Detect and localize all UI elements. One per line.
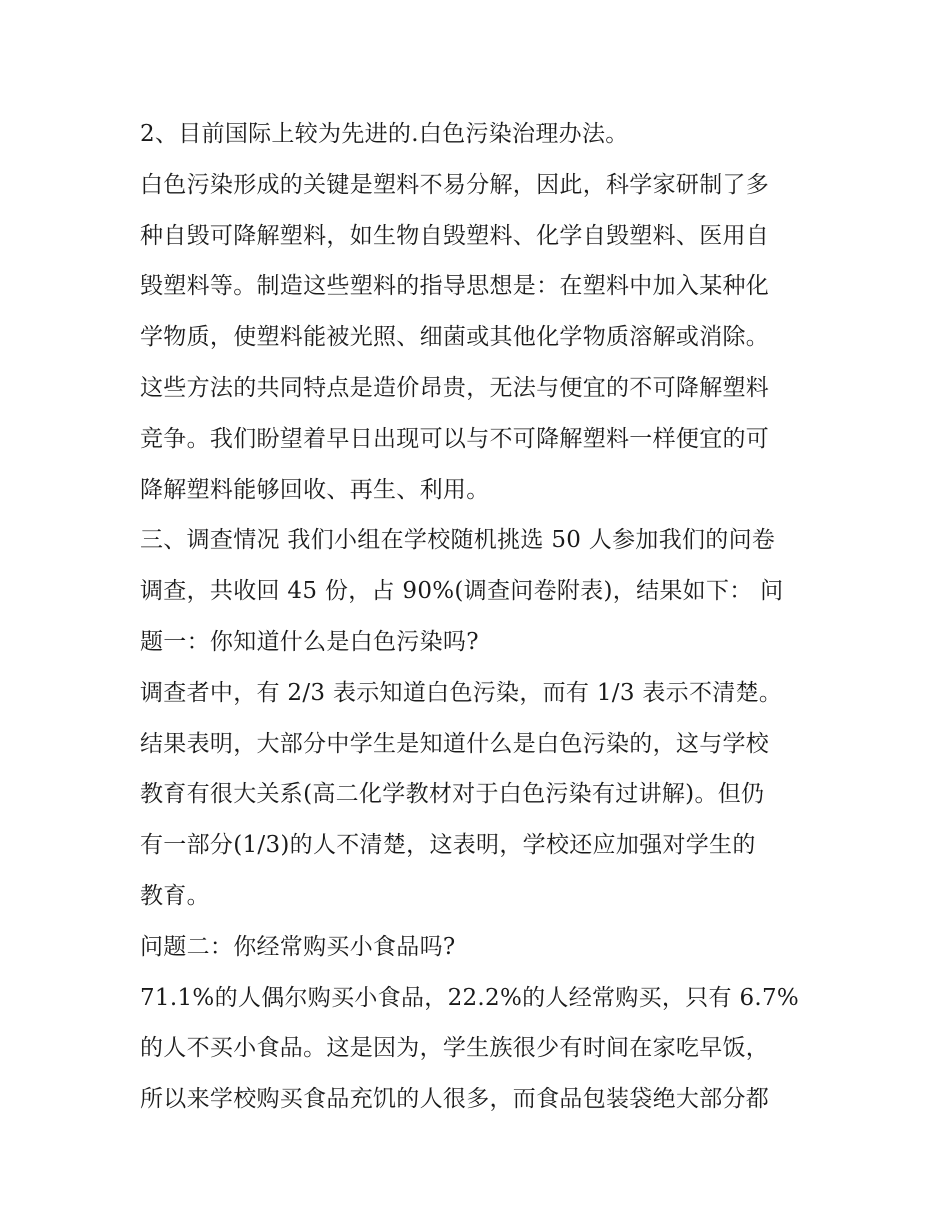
document-body	[140, 109, 820, 1125]
text-line: 调查，共收回 45 份，占 90%(调查问卷附表)，结果如下： 问	[140, 578, 784, 605]
text-line: 白色污染形成的关键是塑料不易分解，因此，科学家研制了多	[140, 171, 770, 198]
text-line: 教育。	[140, 882, 210, 909]
text-line: 种自毁可降解塑料，如生物自毁塑料、化学自毁塑料、医用自	[140, 222, 770, 249]
text-line: 这些方法的共同特点是造价昂贵，无法与便宜的不可降解塑料	[140, 374, 770, 401]
text-line: 71.1%的人偶尔购买小食品，22.2%的人经常购买，只有 6.7%	[140, 984, 800, 1011]
text-line: 的人不买小食品。这是因为，学生族很少有时间在家吃早饭，	[140, 1035, 770, 1062]
text-line: 结果表明，大部分中学生是知道什么是白色污染的，这与学校	[140, 730, 770, 757]
text-line: 学物质，使塑料能被光照、细菌或其他化学物质溶解或消除。	[140, 324, 770, 351]
text-line: 题一：你知道什么是白色污染吗?	[140, 628, 479, 655]
text-line: 调查者中，有 2/3 表示知道白色污染，而有 1/3 表示不清楚。	[140, 679, 783, 706]
text-line: 三、调查情况 我们小组在学校随机挑选 50 人参加我们的问卷	[140, 527, 776, 554]
text-line: 教育有很大关系(高二化学教材对于白色污染有过讲解)。但仍	[140, 781, 765, 808]
text-line: 问题二：你经常购买小食品吗?	[140, 933, 456, 960]
text-line: 有一部分(1/3)的人不清楚，这表明，学校还应加强对学生的	[140, 832, 756, 859]
text-line: 降解塑料能够回收、再生、利用。	[140, 476, 490, 503]
text-line: 所以来学校购买食品充饥的人很多，而食品包装袋绝大部分都	[140, 1086, 770, 1113]
text-line: 2、目前国际上较为先进的.白色污染治理办法。	[140, 121, 629, 147]
text-line: 竞争。我们盼望着早日出现可以与不可降解塑料一样便宜的可	[140, 425, 770, 452]
text-line: 毁塑料等。制造这些塑料的指导思想是：在塑料中加入某种化	[140, 273, 770, 300]
